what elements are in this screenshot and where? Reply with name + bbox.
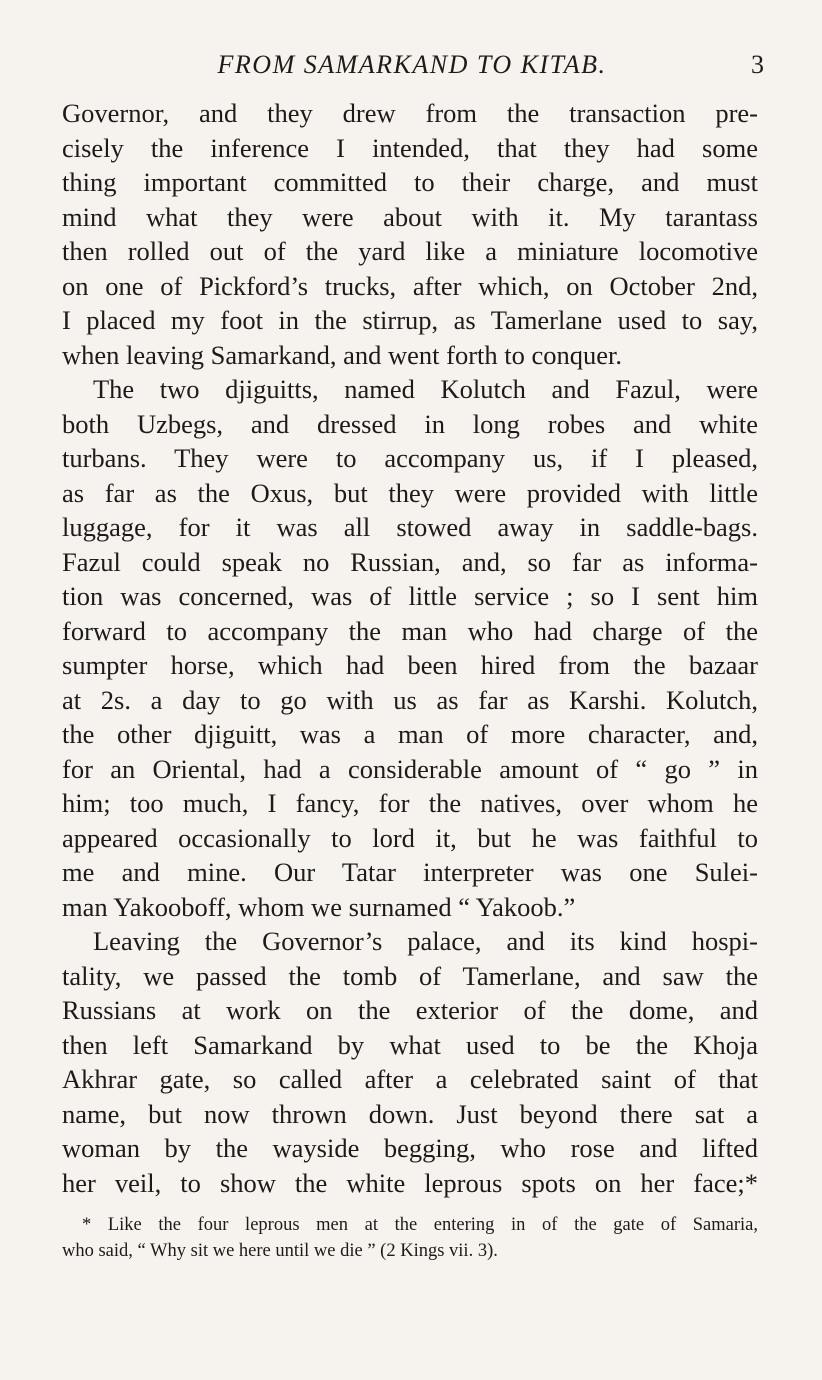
body-line: tality, we passed the tomb of Tamerlane, and saw the [62, 960, 758, 991]
footnote-line: * Like the four leprous men at the entering in of the gate of Samaria, [82, 1215, 758, 1235]
body-line: I placed my foot in the stirrup, as Tamerlane used to say, [62, 305, 758, 335]
body-line: thing important committed to their charge, and must [62, 167, 758, 197]
body-line: turbans. They were to accompany us, if I pleased, [62, 443, 758, 473]
body-line: on one of Pickford’s trucks, after which, on October 2nd, [62, 270, 758, 301]
page-number: 3 [751, 50, 764, 79]
body-line: when leaving Samarkand, and went forth to conquer. [62, 339, 623, 370]
body-text [62, 96, 758, 1200]
body-line: man Yakooboff, whom we surnamed “ Yakoob.” [62, 891, 576, 922]
body-line: her veil, to show the white leprous spots on her face;* [62, 1167, 758, 1198]
body-line: sumpter horse, which had been hired from the bazaar [62, 650, 758, 680]
body-line: cisely the inference I intended, that they had some [62, 132, 758, 163]
body-line: Russians at work on the exterior of the dome, and [62, 995, 758, 1025]
body-line: Leaving the Governor’s palace, and its kind hospi- [93, 926, 758, 956]
body-line: then rolled out of the yard like a miniature locomotive [62, 236, 758, 266]
footnote [62, 1212, 758, 1264]
body-line: The two djiguitts, named Kolutch and Fazul, were [93, 374, 758, 404]
running-title: FROM SAMARKAND TO KITAB. [217, 50, 607, 79]
body-line: as far as the Oxus, but they were provided with little [62, 477, 758, 508]
body-line: tion was concerned, was of little service ; so I sent him [62, 581, 758, 611]
body-line: me and mine. Our Tatar interpreter was one Sulei- [62, 857, 758, 887]
body-line: Fazul could speak no Russian, and, so far as informa- [62, 546, 758, 577]
body-line: mind what they were about with it. My tarantass [62, 201, 758, 232]
body-line: appeared occasionally to lord it, but he was faithful to [62, 822, 758, 853]
body-line: him; too much, I fancy, for the natives, over whom he [62, 788, 758, 818]
body-line: for an Oriental, had a considerable amount of “ go ” in [62, 753, 758, 784]
body-line: both Uzbegs, and dressed in long robes and white [62, 408, 758, 439]
body-line: the other djiguitt, was a man of more character, and, [62, 719, 758, 749]
running-head [62, 50, 762, 90]
body-line: forward to accompany the man who had charge of the [62, 615, 758, 646]
footnote-line: who said, “ Why sit we here until we die ” (2 Kings vii. 3). [62, 1241, 498, 1261]
body-line: woman by the wayside begging, who rose and lifted [62, 1133, 758, 1163]
body-line: Governor, and they drew from the transaction pre- [62, 98, 758, 128]
body-line: at 2s. a day to go with us as far as Karshi. Kolutch, [62, 684, 758, 715]
body-line: luggage, for it was all stowed away in saddle-bags. [62, 512, 758, 542]
body-line: Akhrar gate, so called after a celebrated saint of that [62, 1064, 758, 1094]
body-line: then left Samarkand by what used to be the Khoja [62, 1029, 758, 1060]
body-line: name, but now thrown down. Just beyond there sat a [62, 1098, 758, 1129]
